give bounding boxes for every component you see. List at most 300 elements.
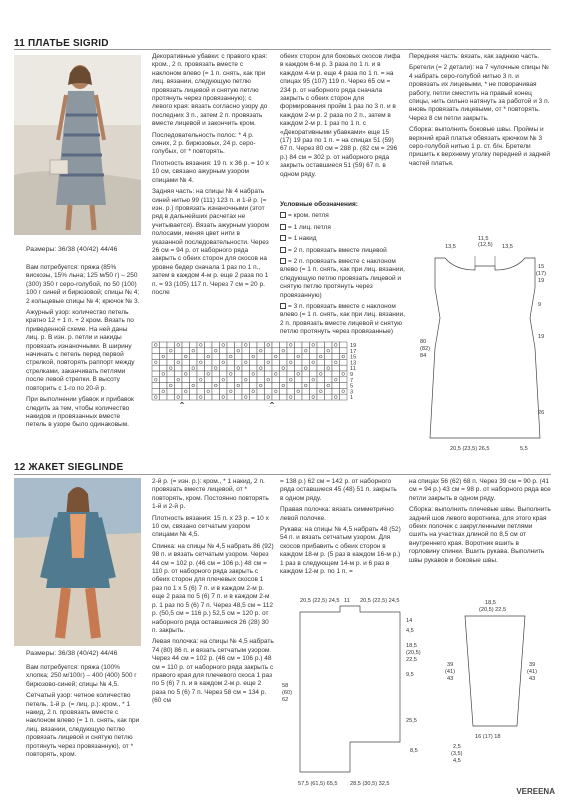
chart-cell — [265, 383, 273, 389]
chart-cell — [257, 354, 265, 360]
chart-cell — [227, 348, 235, 354]
chart-cell — [190, 365, 198, 371]
left-front-text: Левая полочка: на спицы № 4,5 набрать 74 (80) 86 п. и вязать сетчатым узором. Через 44 см = 102 р. (46 см = 106 р.) 48 см = 110 р. от наборного ряда закрыть с правого края для плечевого скоса 1 раз по 5 (6) 7 п. и в каждом 2-м р. еще 2 раза по 5 (6) 7 п. Через 58 см = 134 р. (60 см — [152, 638, 274, 705]
chart-cell — [175, 365, 183, 371]
dim-height3: 84 — [420, 353, 427, 359]
chart-cell — [272, 388, 280, 394]
chart-cell — [227, 371, 235, 377]
jdim-left3: 62 — [282, 697, 289, 703]
jacket-col-4 — [409, 478, 551, 568]
chart-cell — [257, 388, 265, 394]
sdim-right1: 39 — [529, 662, 536, 668]
chart-cell — [250, 365, 258, 371]
materials-paragraph-2: Вам потребуется: пряжа (100% хлопка; 250 м/100г) – 400 (400) 500 г бирюзово-синей; спицы № 4,5. — [26, 664, 137, 688]
footer-logo: VEREENA — [516, 787, 555, 796]
chart-cell — [287, 388, 295, 394]
chart-cell — [205, 354, 213, 360]
chart-cell — [167, 342, 175, 348]
dim-bottom2: 5,5 — [520, 446, 528, 452]
chart-cell — [257, 383, 265, 389]
chart-cell — [227, 394, 235, 400]
chart-cell — [242, 359, 250, 365]
chart-cell — [265, 359, 273, 365]
sdim-left1: 39 — [447, 662, 454, 668]
chart-cell — [295, 354, 303, 360]
chart-cell — [250, 371, 258, 377]
left-front-cont: = 138 р.) 62 см = 142 р. от наборного ряда оставшиеся 45 (48) 51 п. закрыть в одном ряду. — [280, 478, 397, 502]
chart-cell — [190, 342, 198, 348]
repeat-arrow-icon — [180, 402, 184, 404]
chart-cell — [182, 354, 190, 360]
dim-height2: (82) — [420, 346, 430, 352]
chart-cell — [265, 377, 273, 383]
chart-cell — [235, 394, 243, 400]
chart-cell — [175, 394, 183, 400]
legend-item: = 2 п. провязать вместе с наклоном влево (= 1 п. снять, как при лиц. вязании, следующую петлю провязать лицевой и снятую петлю протянуть через провязанную) — [280, 258, 405, 299]
chart-cell — [220, 359, 228, 365]
sdim-bottom1: 16 (17) 18 — [475, 734, 501, 740]
dim-side1: 15 — [538, 264, 545, 270]
chart-cell — [235, 348, 243, 354]
chart-cell — [242, 348, 250, 354]
chart-cell — [272, 348, 280, 354]
yarn-over-icon — [280, 235, 286, 241]
instructions-col-3 — [280, 53, 402, 182]
chart-cell — [182, 365, 190, 371]
chart-cell — [212, 371, 220, 377]
chart-cell — [190, 388, 198, 394]
chart-cell — [205, 377, 213, 383]
sdim-left2: (41) — [445, 669, 455, 675]
sdim-right3: 43 — [529, 676, 536, 682]
dim-side3: 19 — [538, 334, 545, 340]
chart-cell — [280, 383, 288, 389]
knitting-chart — [150, 340, 365, 404]
chart-cell — [235, 359, 243, 365]
legend — [280, 201, 405, 340]
chart-cell — [295, 383, 303, 389]
sdim-bottom4: 4,5 — [453, 758, 461, 764]
chart-cell — [175, 383, 183, 389]
straps-text: Бретели (= 2 детали): на 7 чулочные спицы № 4 набрать серо-голубой нитью 3 п. и провязать их лицевыми, * не поворачивая работу, петли сместить на правый конец спицы, нить сильно натянуть за работой и 3 п. вновь провязать лицевыми, от * повторять. Через 8 см петли закрыть. — [409, 64, 550, 122]
section-title-sigrid: 11 ПЛАТЬЕ SIGRID — [14, 38, 109, 49]
chart-cell — [220, 342, 228, 348]
instructions-col-2 — [152, 53, 272, 300]
chart-cell — [190, 394, 198, 400]
chart-cell — [152, 371, 160, 377]
chart-cell — [287, 383, 295, 389]
chart-cell — [212, 354, 220, 360]
chart-cell — [250, 383, 258, 389]
chart-cell — [265, 394, 273, 400]
section-divider-2 — [14, 474, 551, 475]
chart-cell — [310, 394, 318, 400]
chart-cell — [287, 348, 295, 354]
dim-top4: 13,5 — [502, 244, 513, 250]
chart-cell — [317, 371, 325, 377]
chart-cell — [152, 359, 160, 365]
chart-cell — [280, 354, 288, 360]
chart-cell — [332, 388, 340, 394]
assembly-text: Сборка: выполнить боковые швы. Проймы и верхний край платья обвязать крючком № 3 серо-голубой нитью 1 р. ст. б/н. Бретели пришить к верхнему уголку передней и задней частей платья. — [409, 126, 551, 167]
chart-cell — [340, 377, 348, 383]
dress-photo — [14, 55, 141, 235]
legend-item: = 3 п. провязать вместе с наклоном влево (= 1 п. снять, как при лиц. вязании, 2 п. провязать вместе лицевой и снятую петлю протянуть через провязанные) — [280, 303, 405, 336]
chart-cell — [325, 371, 333, 377]
mesh-pattern: Сетчатый узор: четное количество петель. 1-й р. (= лиц. р.): кром., * 1 накид, 2 п. провязать вместе с наклоном влево (= 1 п. снять, как при лиц. вязании, следующую петлю провязать лицевой и снятую петлю протянуть через провязанную), от * повторять, кром. — [26, 692, 140, 759]
chart-cell — [310, 388, 318, 394]
chart-cell — [167, 359, 175, 365]
chart-cell — [182, 342, 190, 348]
chart-cell — [235, 383, 243, 389]
chart-cell — [205, 342, 213, 348]
jdim-right3: 18,5 — [406, 643, 417, 649]
jdim-bottom1: 57,5 (61,5) 65,5 — [298, 781, 338, 787]
chart-cell — [167, 348, 175, 354]
chart-cell — [280, 377, 288, 383]
chart-cell — [302, 359, 310, 365]
chart-cell — [197, 371, 205, 377]
chart-cell — [152, 348, 160, 354]
chart-cell — [265, 342, 273, 348]
jdim-right1: 14 — [406, 618, 413, 624]
chart-cell — [197, 348, 205, 354]
sizes-label-2: Размеры: 36/38 (40/42) 44/46 — [26, 650, 118, 657]
sdim-bottom2: 2,5 — [453, 744, 461, 750]
chart-cell — [160, 342, 168, 348]
chart-cell — [160, 394, 168, 400]
chart-cell — [175, 377, 183, 383]
gauge-text-2: Плотность вязания: 15 п. х 23 р. = 10 х 10 см, связано сетчатым узором спицами № 4,5. — [152, 514, 269, 539]
chart-row-number: 11 — [350, 366, 356, 373]
chart-cell — [167, 371, 175, 377]
assembly-text-2: Сборка: выполнить плечевые швы. Выполнить задний шов левого воротника, для этого края обеих полочек с закругленными петлями сшить на участках длиной по 8,5 см от внутреннего края. Воротник вшить в горловину спинки. Вшить рукава. Выполнить швы рукавов и боковые швы. — [409, 506, 551, 564]
chart-cell — [295, 394, 303, 400]
chart-cell — [220, 371, 228, 377]
chart-cell — [280, 394, 288, 400]
chart-cell — [340, 348, 348, 354]
sdim-right2: (41) — [527, 669, 537, 675]
chart-cell — [152, 354, 160, 360]
chart-cell — [340, 359, 348, 365]
chart-cell — [212, 359, 220, 365]
sdim-left3: 43 — [447, 676, 454, 682]
chart-cell — [182, 348, 190, 354]
chart-cell — [272, 377, 280, 383]
chart-cell — [295, 359, 303, 365]
chart-row-number: 3 — [350, 389, 354, 396]
chart-cell — [310, 383, 318, 389]
dim-side2: 9 — [538, 302, 542, 308]
legend-item: = кром. петля — [280, 212, 405, 220]
chart-cell — [332, 377, 340, 383]
back-panel-text: Спинка: на спицы № 4,5 набрать 86 (92) 98 п. и вязать сетчатым узором. Через 44 см = 102 р. (46 см = 106 р.) 48 см = 110 р. от наборного ряда закрыть с обеих сторон для плечевых скосов 1 раз по 1 х 5 (6) 7 п. и в каждом 2-м р. еще 2 раза по 5 (6) 7 п. и в каждом 2-м р. 1 раз по 5 (6) 7 п. Через 48,5 см = 112 р. (50,5 см = 116 р.) 52,5 см = 120 р. от наборного ряда оставшиеся 26 (28) 30 п. закрыть. — [152, 542, 274, 634]
sizes-label: Размеры: 36/38 (40/42) 44/46 — [26, 246, 118, 253]
chart-cell — [250, 359, 258, 365]
front-text: Передняя часть: вязать, как заднюю часть. — [409, 53, 540, 60]
chart-cell — [287, 365, 295, 371]
k2tog-icon — [280, 247, 286, 253]
chart-cell — [257, 348, 265, 354]
chart-cell — [190, 371, 198, 377]
chart-cell — [212, 342, 220, 348]
chart-cell — [175, 388, 183, 394]
chart-cell — [317, 365, 325, 371]
chart-cell — [332, 394, 340, 400]
chart-cell — [212, 383, 220, 389]
sleeve-schematic — [445, 596, 545, 776]
chart-cell — [302, 394, 310, 400]
chart-cell — [197, 359, 205, 365]
chart-cell — [287, 354, 295, 360]
chart-cell — [250, 388, 258, 394]
chart-cell — [205, 388, 213, 394]
chart-cell — [227, 342, 235, 348]
chart-cell — [340, 394, 348, 400]
stripe-sequence: Последовательность полос: * 4 р. синих, 2 р. бирюзовых, 24 р. серо-голубых, от * повторять. — [152, 131, 256, 156]
chart-cell — [272, 365, 280, 371]
chart-cell — [325, 365, 333, 371]
chart-cell — [152, 365, 160, 371]
chart-cell — [250, 342, 258, 348]
chart-cell — [280, 359, 288, 365]
chart-cell — [160, 365, 168, 371]
chart-cell — [332, 371, 340, 377]
sleeves-text: Рукава: на спицы № 4,5 набрать 48 (52) 54 п. и вязать сетчатым узором. Для скосов прибавить с обеих сторон в каждом 18-м р. (5 раз в каждом 16-м р.) 1 раз в следующем 14-м р. и 6 раз в каждом 12-м р. по 1 п. = — [280, 526, 401, 576]
chart-cell — [197, 342, 205, 348]
decrease-note: При выполнении убавок и прибавок следить за тем, чтобы количество накидов и провязанных вместе петель в узоре было одинаковым. — [26, 396, 134, 429]
chart-cell — [175, 348, 183, 354]
chart-cell — [257, 371, 265, 377]
chart-cell — [190, 348, 198, 354]
chart-cell — [340, 383, 348, 389]
chart-cell — [220, 388, 228, 394]
chart-cell — [152, 342, 160, 348]
instructions-col-4 — [409, 53, 551, 171]
chart-cell — [227, 388, 235, 394]
chart-cell — [280, 348, 288, 354]
chart-cell — [310, 371, 318, 377]
chart-cell — [325, 383, 333, 389]
chart-cell — [167, 377, 175, 383]
chart-cell — [310, 359, 318, 365]
chart-cell — [325, 388, 333, 394]
legend-item: = 1 накид — [280, 235, 405, 243]
chart-cell — [235, 354, 243, 360]
chart-cell — [197, 383, 205, 389]
chart-cell — [205, 359, 213, 365]
sdim-top1: 18,5 — [485, 600, 496, 606]
chart-cell — [167, 354, 175, 360]
jdim-top1: 20,5 (22,5) 24,5 — [300, 598, 340, 604]
chart-cell — [205, 365, 213, 371]
dim-side1c: 19 — [538, 278, 545, 284]
legend-item: = 2 п. провязать вместе лицевой — [280, 247, 405, 255]
repeat-arrow-icon — [270, 402, 274, 404]
right-front-text: Правая полочка: вязать симметрично левой полочке. — [280, 506, 394, 522]
chart-cell — [340, 342, 348, 348]
chart-cell — [220, 377, 228, 383]
chart-cell — [167, 365, 175, 371]
chart-cell — [250, 354, 258, 360]
chart-cell — [332, 383, 340, 389]
chart-cell — [220, 383, 228, 389]
sk2p-icon — [280, 303, 286, 309]
jdim-right2: 4,5 — [406, 628, 414, 634]
chart-cell — [340, 365, 348, 371]
chart-cell — [310, 377, 318, 383]
jdim-right5: 22,5 — [406, 657, 417, 663]
chart-cell — [295, 377, 303, 383]
chart-cell — [295, 348, 303, 354]
chart-cell — [302, 383, 310, 389]
jacket-col-3 — [280, 478, 402, 579]
edge-stitch-icon — [280, 212, 286, 218]
chart-cell — [242, 394, 250, 400]
chart-cell — [302, 388, 310, 394]
chart-cell — [167, 388, 175, 394]
chart-row-number: 5 — [350, 383, 354, 390]
chart-cell — [242, 365, 250, 371]
chart-cell — [160, 359, 168, 365]
jdim-right6: 9,5 — [406, 672, 414, 678]
chart-cell — [310, 348, 318, 354]
chart-cell — [242, 388, 250, 394]
chart-cell — [152, 383, 160, 389]
back-text: Задняя часть: на спицы № 4 набрать синей нитью 99 (111) 123 п. и 1-й р. (= изн. р.) провязать изнаночными (этот ряд в дальнейших расчетах не учитывается). Вязать ажурным узором полосами, меняя цвет нити в указанной последовательности. Через 26 см = 94 р. от наборного ряда закрыть с обеих сторон для скосов на уровне бедер сначала 1 раз по 1 п., затем в каждом 4-м р. еще 2 раза по 1 п. = 93 (105) 117 п. Через 7 см = 20 р. после — [152, 188, 269, 296]
chart-cell — [227, 354, 235, 360]
jdim-left2: (60) — [282, 690, 292, 696]
chart-cell — [272, 342, 280, 348]
chart-cell — [212, 394, 220, 400]
chart-cell — [257, 394, 265, 400]
jdim-left1: 58 — [282, 683, 289, 689]
section-divider — [14, 49, 551, 50]
chart-cell — [227, 359, 235, 365]
chart-cell — [235, 377, 243, 383]
chart-cell — [250, 348, 258, 354]
chart-cell — [257, 365, 265, 371]
chart-cell — [332, 348, 340, 354]
chart-cell — [257, 377, 265, 383]
chart-cell — [265, 365, 273, 371]
chart-row-number: 15 — [350, 354, 357, 361]
chart-cell — [310, 354, 318, 360]
chart-cell — [287, 359, 295, 365]
chart-cell — [287, 377, 295, 383]
chart-cell — [212, 348, 220, 354]
chart-cell — [257, 342, 265, 348]
chart-cell — [332, 365, 340, 371]
chart-cell — [272, 371, 280, 377]
chart-cell — [205, 394, 213, 400]
chart-row-number: 9 — [350, 372, 354, 378]
gauge-text: Плотность вязания: 19 п. х 36 р. = 10 х 10 см, связано ажурным узором спицами № 4. — [152, 159, 269, 184]
chart-cell — [175, 359, 183, 365]
knit-stitch-icon — [280, 224, 286, 230]
sdim-bottom3: (3,5) — [451, 751, 463, 757]
materials-text — [26, 264, 140, 433]
chart-cell — [317, 394, 325, 400]
chart-cell — [265, 354, 273, 360]
chart-cell — [175, 354, 183, 360]
chart-cell — [302, 371, 310, 377]
chart-row-number: 13 — [350, 360, 357, 367]
chart-cell — [152, 388, 160, 394]
sdim-top2: (20,5) 22,5 — [479, 607, 507, 613]
chart-cell — [332, 342, 340, 348]
chart-cell — [310, 365, 318, 371]
materials-text-2 — [26, 664, 140, 762]
chart-cell — [152, 394, 160, 400]
chart-cell — [182, 394, 190, 400]
chart-cell — [190, 383, 198, 389]
chart-cell — [190, 354, 198, 360]
chart-cell — [295, 388, 303, 394]
chart-cell — [182, 383, 190, 389]
chart-cell — [265, 388, 273, 394]
chart-cell — [317, 383, 325, 389]
chart-cell — [340, 354, 348, 360]
jdim-top3: 20,5 (22,5) 24,5 — [360, 598, 400, 604]
chart-cell — [197, 365, 205, 371]
chart-cell — [242, 371, 250, 377]
chart-cell — [325, 394, 333, 400]
jacket-col-2 — [152, 478, 274, 709]
chart-cell — [175, 371, 183, 377]
chart-cell — [325, 348, 333, 354]
chart-cell — [325, 342, 333, 348]
jdim-bottom3: 8,5 — [410, 748, 418, 754]
sleeves-cont: на спицах 56 (62) 68 п. Через 39 см = 90 р. (41 см = 94 р.) 43 см = 98 р. от наборного ряда все петли закрыть в одном ряду. — [409, 478, 551, 502]
chart-cell — [332, 354, 340, 360]
chart-cell — [160, 377, 168, 383]
chart-cell — [197, 388, 205, 394]
materials-paragraph: Вам потребуется: пряжа (85% вискозы, 15% льна; 125 м/50 г) – 250 (300) 350 г серо-голубой, по 50 (100) 100 г синей и бирюзовой; спицы № 4; 2 кольцевые спицы № 4; крючок № 3. — [26, 264, 140, 305]
chart-cell — [295, 365, 303, 371]
chart-row-number: 19 — [350, 343, 357, 349]
chart-cell — [197, 377, 205, 383]
chart-row-number: 1 — [350, 395, 354, 402]
chart-cell — [325, 359, 333, 365]
dim-side1b: (17) — [536, 271, 546, 277]
dim-top3: (12,5) — [478, 242, 493, 248]
chart-cell — [160, 388, 168, 394]
chart-cell — [205, 371, 213, 377]
back-text-cont: обеих сторон для боковых скосов лифа в каждом 6-м р. 3 раза по 1 п. и в каждом 4-м р. еще 4 раза по 1 п. = на спицах 95 (107) 119 п. Через 65 см = 234 р. от наборного ряда сначала закрыть с обеих сторон для формирования пройм 1 раз по 3 п. и в каждом 2-м р. 2 раза по 2 п., затем в каждом 2-м р. 1 раз по 1 п. с «Декоративными убавками» еще 15 (17) 19 раз по 1 п. = на спицах 51 (59) 67 п. Через 80 см = 288 р. (82 см = 296 р.) 84 см = 302 р. от наборного ряда закрыть оставшиеся 51 (59) 67 п. в одном ряду. — [280, 53, 401, 178]
dim-top2: 11,5 — [478, 236, 489, 242]
chart-cell — [197, 394, 205, 400]
decorative-decreases: Декоративные убавки: с правого края: кром., 2 п. провязать вместе с наклоном влево (= 1 п. снять, как при лиц. вязании, следующую петлю провязать лицевой и снятую петлю протянуть через провязанную); с левого края: вязать согласно узору до последних 3 п., затем 2 п. провязать вместе лицевой и закончить кром. — [152, 53, 268, 128]
chart-cell — [332, 359, 340, 365]
chart-cell — [220, 394, 228, 400]
jdim-mid: 25,5 — [406, 718, 417, 724]
chart-cell — [227, 377, 235, 383]
chart-cell — [302, 342, 310, 348]
chart-cell — [340, 371, 348, 377]
chart-cell — [212, 377, 220, 383]
chart-cell — [272, 394, 280, 400]
chart-cell — [160, 371, 168, 377]
chart-cell — [257, 359, 265, 365]
jdim-right4: (20,5) — [406, 650, 421, 656]
chart-cell — [212, 388, 220, 394]
chart-row-number: 7 — [350, 377, 354, 384]
chart-row-number: 17 — [350, 348, 357, 355]
chart-cell — [280, 388, 288, 394]
chart-cell — [205, 383, 213, 389]
dim-bottom: 20,5 (23,5) 26,5 — [450, 446, 490, 452]
